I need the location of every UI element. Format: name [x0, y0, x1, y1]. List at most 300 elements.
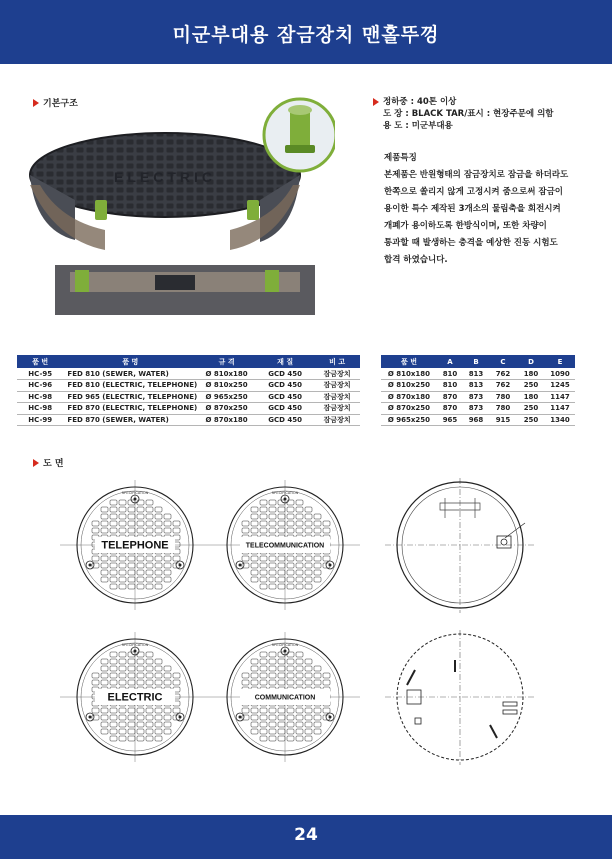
- grid-cell: [278, 514, 285, 519]
- grid-cell: [269, 556, 276, 561]
- grid-cell: [278, 577, 285, 582]
- grid-cell: [314, 528, 321, 533]
- grid-cell: [137, 736, 144, 741]
- grid-cell: [119, 521, 126, 526]
- grid-cell: [128, 521, 135, 526]
- grid-cell: [278, 722, 285, 727]
- grid-cell: [260, 722, 267, 727]
- grid-cell: [146, 736, 153, 741]
- grid-cell: [164, 521, 171, 526]
- grid-cell: [260, 666, 267, 671]
- grid-cell: [251, 563, 258, 568]
- grid-cell: [119, 500, 126, 505]
- grid-cell: [242, 673, 249, 678]
- lock-bolt-center: [239, 716, 242, 719]
- grid-cell: [287, 680, 294, 685]
- rim-text: SPECIFICATION: [271, 491, 299, 495]
- grid-cell: [287, 722, 294, 727]
- grid-cell: [278, 673, 285, 678]
- grid-cell: [110, 673, 117, 678]
- cover-label: TELEPHONE: [101, 539, 169, 552]
- lock-bolt-center: [329, 564, 332, 567]
- section-structure-label: 기본구조: [43, 99, 78, 109]
- grid-cell: [278, 666, 285, 671]
- grid-cell: [101, 715, 108, 720]
- grid-cell: [305, 715, 312, 720]
- rim-text: SPECIFICATION: [271, 643, 299, 647]
- lock-bolt-center: [89, 564, 92, 567]
- lock-bolt-center: [179, 564, 182, 567]
- grid-cell: [92, 673, 99, 678]
- grid-cell: [128, 528, 135, 533]
- grid-cell: [269, 521, 276, 526]
- grid-cell: [260, 659, 267, 664]
- grid-cell: [110, 563, 117, 568]
- grid-cell: [119, 570, 126, 575]
- grid-cell: [146, 729, 153, 734]
- grid-cell: [128, 507, 135, 512]
- lock-bolt-center: [329, 716, 332, 719]
- drawing-communication-cover: [210, 632, 360, 762]
- grid-cell: [269, 708, 276, 713]
- manhole-cover-illustration: [15, 90, 335, 330]
- product-table: [17, 355, 360, 426]
- grid-cell: [323, 528, 330, 533]
- grid-cell: [314, 563, 321, 568]
- grid-cell: [269, 659, 276, 664]
- grid-cell: [119, 659, 126, 664]
- grid-cell: [260, 652, 267, 657]
- grid-cell: [92, 528, 99, 533]
- drawing-telecommunication-cover: [210, 480, 360, 610]
- grid-cell: [119, 729, 126, 734]
- grid-cell: [269, 680, 276, 685]
- grid-cell: [305, 673, 312, 678]
- grid-cell: [164, 528, 171, 533]
- grid-cell: [296, 570, 303, 575]
- grid-cell: [296, 584, 303, 589]
- grid-cell: [146, 652, 153, 657]
- table-row: HC-99 FED 870 (SEWER, WATER) Ø 870x180 GCD 450 잠금장치: [17, 414, 360, 426]
- grid-cell: [155, 570, 162, 575]
- grid-cell: [119, 708, 126, 713]
- grid-cell: [251, 708, 258, 713]
- grid-cell: [128, 584, 135, 589]
- drawing-underside-plan: [385, 478, 535, 613]
- grid-cell: [314, 577, 321, 582]
- grid-cell: [146, 680, 153, 685]
- grid-cell: [155, 659, 162, 664]
- grid-cell: [269, 584, 276, 589]
- grid-cell: [278, 680, 285, 685]
- grid-cell: [242, 556, 249, 561]
- grid-cell: [287, 500, 294, 505]
- grid-cell: [296, 556, 303, 561]
- grid-cell: [269, 673, 276, 678]
- grid-cell: [146, 507, 153, 512]
- grid-cell: [173, 680, 180, 685]
- grid-cell: [146, 673, 153, 678]
- grid-cell: [260, 563, 267, 568]
- table-row: HC-96 FED 810 (ELECTRIC, TELEPHONE) Ø 810x250 GCD 450 잠금장치: [17, 380, 360, 392]
- grid-cell: [269, 666, 276, 671]
- grid-cell: [146, 708, 153, 713]
- grid-cell: [164, 680, 171, 685]
- grid-cell: [287, 556, 294, 561]
- grid-cell: [137, 680, 144, 685]
- grid-cell: [278, 715, 285, 720]
- grid-cell: [287, 666, 294, 671]
- grid-cell: [278, 528, 285, 533]
- grid-cell: [146, 514, 153, 519]
- grid-cell: [269, 652, 276, 657]
- grid-cell: [128, 577, 135, 582]
- grid-cell: [101, 507, 108, 512]
- grid-cell: [101, 729, 108, 734]
- triangle-marker-icon: [33, 459, 39, 467]
- grid-cell: [101, 680, 108, 685]
- grid-cell: [110, 680, 117, 685]
- grid-cell: [314, 514, 321, 519]
- table-row: Ø 870x180 870 873 780 180 1147: [381, 391, 575, 403]
- grid-cell: [314, 708, 321, 713]
- grid-cell: [260, 507, 267, 512]
- grid-cell: [146, 577, 153, 582]
- grid-cell: [110, 715, 117, 720]
- grid-cell: [260, 736, 267, 741]
- rim-text: SPECIFICATION: [121, 643, 149, 647]
- grid-cell: [251, 729, 258, 734]
- grid-cell: [92, 521, 99, 526]
- grid-cell: [137, 563, 144, 568]
- grid-cell: [269, 736, 276, 741]
- grid-cell: [242, 680, 249, 685]
- grid-cell: [314, 673, 321, 678]
- grid-cell: [137, 528, 144, 533]
- grid-cell: [296, 528, 303, 533]
- grid-cell: [296, 507, 303, 512]
- grid-cell: [269, 570, 276, 575]
- grid-cell: [164, 673, 171, 678]
- grid-cell: [137, 514, 144, 519]
- grid-cell: [260, 584, 267, 589]
- table-row: Ø 965x250 965 968 915 250 1340: [381, 414, 575, 426]
- grid-cell: [296, 659, 303, 664]
- grid-cell: [119, 652, 126, 657]
- grid-cell: [137, 577, 144, 582]
- grid-cell: [137, 659, 144, 664]
- grid-cell: [296, 652, 303, 657]
- features-body: 본제품은 반원형태의 잠금장치로 잠금을 하더라도 한쪽으로 쏠리지 않게 고정시켜 줌으로써 잠금이 용이한 특수 제작된 3개소의 물림축을 회전시켜 개폐가 용이하도록 한방식이며, 또한 차량이 통과할 때 발생하는 충격을 예상한 진동 시험도 합격 하였습니다.: [384, 170, 569, 265]
- grid-cell: [119, 736, 126, 741]
- grid-cell: [92, 708, 99, 713]
- lock-bolt-center: [239, 564, 242, 567]
- grid-cell: [101, 577, 108, 582]
- grid-cell: [137, 673, 144, 678]
- grid-cell: [260, 528, 267, 533]
- grid-cell: [137, 507, 144, 512]
- grid-cell: [128, 570, 135, 575]
- grid-cell: [146, 715, 153, 720]
- lock-bolt-center: [134, 498, 137, 501]
- grid-cell: [101, 708, 108, 713]
- grid-cell: [110, 736, 117, 741]
- grid-cell: [260, 514, 267, 519]
- cover-label: COMMUNICATION: [254, 694, 316, 702]
- grid-cell: [128, 556, 135, 561]
- grid-cell: [296, 715, 303, 720]
- grid-cell: [110, 556, 117, 561]
- grid-cell: [155, 729, 162, 734]
- grid-cell: [278, 584, 285, 589]
- grid-cell: [242, 521, 249, 526]
- grid-cell: [287, 514, 294, 519]
- grid-cell: [242, 708, 249, 713]
- grid-cell: [128, 680, 135, 685]
- grid-cell: [251, 673, 258, 678]
- grid-cell: [278, 659, 285, 664]
- grid-cell: [287, 528, 294, 533]
- grid-cell: [110, 521, 117, 526]
- grid-cell: [173, 521, 180, 526]
- grid-cell: [92, 556, 99, 561]
- grid-cell: [251, 570, 258, 575]
- grid-cell: [146, 528, 153, 533]
- grid-cell: [101, 514, 108, 519]
- grid-cell: [287, 729, 294, 734]
- grid-cell: [164, 577, 171, 582]
- lock-bolt-center: [284, 498, 287, 501]
- grid-cell: [137, 570, 144, 575]
- grid-cell: [137, 521, 144, 526]
- grid-cell: [278, 570, 285, 575]
- grid-cell: [296, 514, 303, 519]
- grid-cell: [173, 528, 180, 533]
- grid-cell: [269, 507, 276, 512]
- grid-cell: [242, 528, 249, 533]
- lock-bolt-center: [134, 650, 137, 653]
- grid-cell: [251, 659, 258, 664]
- grid-cell: [269, 722, 276, 727]
- spec-item: 용 도 : 미군부대용: [383, 121, 453, 131]
- cover-label: ELECTRIC: [107, 691, 163, 704]
- grid-cell: [92, 680, 99, 685]
- grid-cell: [128, 563, 135, 568]
- grid-cell: [323, 708, 330, 713]
- grid-cell: [314, 715, 321, 720]
- grid-cell: [173, 673, 180, 678]
- grid-cell: [278, 507, 285, 512]
- drawing-cross-section-plan: [385, 630, 535, 765]
- grid-cell: [296, 500, 303, 505]
- grid-cell: [305, 570, 312, 575]
- grid-cell: [119, 577, 126, 582]
- grid-cell: [314, 729, 321, 734]
- cover-label: TELECOMMUNICATION: [245, 542, 325, 550]
- grid-cell: [101, 563, 108, 568]
- grid-cell: [110, 514, 117, 519]
- grid-cell: [110, 528, 117, 533]
- grid-cell: [119, 556, 126, 561]
- table-header-row: 품 번 A B C D E: [381, 355, 575, 368]
- grid-cell: [110, 570, 117, 575]
- grid-cell: [269, 514, 276, 519]
- grid-cell: [164, 715, 171, 720]
- grid-cell: [101, 556, 108, 561]
- grid-cell: [323, 680, 330, 685]
- grid-cell: [173, 556, 180, 561]
- grid-cell: [278, 708, 285, 713]
- grid-cell: [155, 666, 162, 671]
- grid-cell: [287, 736, 294, 741]
- grid-cell: [164, 570, 171, 575]
- grid-cell: [101, 570, 108, 575]
- grid-cell: [110, 666, 117, 671]
- grid-cell: [287, 521, 294, 526]
- grid-cell: [287, 577, 294, 582]
- grid-cell: [128, 514, 135, 519]
- grid-cell: [314, 666, 321, 671]
- grid-cell: [323, 673, 330, 678]
- grid-cell: [110, 507, 117, 512]
- grid-cell: [305, 514, 312, 519]
- grid-cell: [146, 666, 153, 671]
- dimension-table: [381, 355, 575, 426]
- table-row: HC-95 FED 810 (SEWER, WATER) Ø 810x180 GCD 450 잠금장치: [17, 368, 360, 380]
- grid-cell: [155, 521, 162, 526]
- grid-cell: [296, 736, 303, 741]
- grid-cell: [269, 500, 276, 505]
- lock-bolt-center: [89, 716, 92, 719]
- grid-cell: [269, 563, 276, 568]
- grid-cell: [119, 584, 126, 589]
- grid-cell: [260, 715, 267, 720]
- table-row: HC-98 FED 870 (ELECTRIC, TELEPHONE) Ø 870x250 GCD 450 잠금장치: [17, 403, 360, 415]
- grid-cell: [278, 729, 285, 734]
- grid-cell: [260, 708, 267, 713]
- grid-cell: [155, 680, 162, 685]
- grid-cell: [287, 507, 294, 512]
- grid-cell: [155, 584, 162, 589]
- grid-cell: [305, 521, 312, 526]
- grid-cell: [164, 729, 171, 734]
- grid-cell: [269, 528, 276, 533]
- grid-cell: [110, 729, 117, 734]
- grid-cell: [137, 722, 144, 727]
- grid-cell: [269, 577, 276, 582]
- grid-cell: [260, 500, 267, 505]
- drawing-telephone-cover: [60, 480, 210, 610]
- grid-cell: [260, 680, 267, 685]
- grid-cell: [287, 659, 294, 664]
- spec-item: 도 장 : BLACK TAR/표시 : 현장주문에 의함: [383, 109, 554, 119]
- grid-cell: [137, 500, 144, 505]
- grid-cell: [155, 708, 162, 713]
- grid-cell: [146, 556, 153, 561]
- grid-cell: [164, 514, 171, 519]
- grid-cell: [146, 584, 153, 589]
- table-row: Ø 810x180 810 813 762 180 1090: [381, 368, 575, 380]
- grid-cell: [155, 514, 162, 519]
- grid-cell: [173, 708, 180, 713]
- grid-cell: [119, 673, 126, 678]
- grid-cell: [110, 500, 117, 505]
- grid-cell: [278, 563, 285, 568]
- grid-cell: [287, 584, 294, 589]
- grid-cell: [119, 680, 126, 685]
- grid-cell: [119, 507, 126, 512]
- grid-cell: [305, 680, 312, 685]
- grid-cell: [296, 680, 303, 685]
- grid-cell: [269, 729, 276, 734]
- grid-cell: [128, 659, 135, 664]
- grid-cell: [137, 729, 144, 734]
- grid-cell: [251, 514, 258, 519]
- grid-cell: [155, 736, 162, 741]
- lock-bolt-left: [95, 200, 107, 220]
- grid-cell: [260, 673, 267, 678]
- grid-cell: [155, 528, 162, 533]
- grid-cell: [305, 659, 312, 664]
- grid-cell: [314, 521, 321, 526]
- table-row: Ø 810x250 810 813 762 250 1245: [381, 380, 575, 392]
- grid-cell: [101, 659, 108, 664]
- grid-cell: [155, 715, 162, 720]
- grid-cell: [137, 584, 144, 589]
- grid-cell: [296, 708, 303, 713]
- grid-cell: [101, 722, 108, 727]
- features-title: 제품특징: [384, 153, 417, 163]
- grid-cell: [137, 652, 144, 657]
- page-number: 24: [294, 825, 318, 845]
- grid-cell: [110, 584, 117, 589]
- grid-cell: [287, 673, 294, 678]
- table-header-row: 품 번 품 명 규 격 재 질 비 고: [17, 355, 360, 368]
- grid-cell: [296, 563, 303, 568]
- grid-cell: [269, 715, 276, 720]
- grid-cell: [119, 722, 126, 727]
- grid-cell: [305, 507, 312, 512]
- spec-item: 정하중 : 40톤 이상: [373, 96, 554, 108]
- grid-cell: [278, 521, 285, 526]
- grid-cell: [119, 514, 126, 519]
- grid-cell: [251, 715, 258, 720]
- grid-cell: [128, 708, 135, 713]
- grid-cell: [305, 577, 312, 582]
- grid-cell: [155, 556, 162, 561]
- grid-cell: [137, 666, 144, 671]
- grid-cell: [137, 556, 144, 561]
- grid-cell: [278, 556, 285, 561]
- triangle-marker-icon: [373, 98, 379, 106]
- grid-cell: [137, 715, 144, 720]
- grid-cell: [128, 673, 135, 678]
- grid-cell: [305, 666, 312, 671]
- grid-cell: [296, 722, 303, 727]
- grid-cell: [155, 673, 162, 678]
- rim-text: SPECIFICATION: [121, 491, 149, 495]
- section-drawing-heading: [33, 456, 64, 469]
- table-row: Ø 870x250 870 873 780 250 1147: [381, 403, 575, 415]
- grid-cell: [101, 673, 108, 678]
- page-footer: [0, 815, 612, 859]
- grid-cell: [260, 729, 267, 734]
- grid-cell: [101, 528, 108, 533]
- grid-cell: [314, 722, 321, 727]
- grid-cell: [251, 666, 258, 671]
- grid-cell: [323, 521, 330, 526]
- grid-cell: [155, 577, 162, 582]
